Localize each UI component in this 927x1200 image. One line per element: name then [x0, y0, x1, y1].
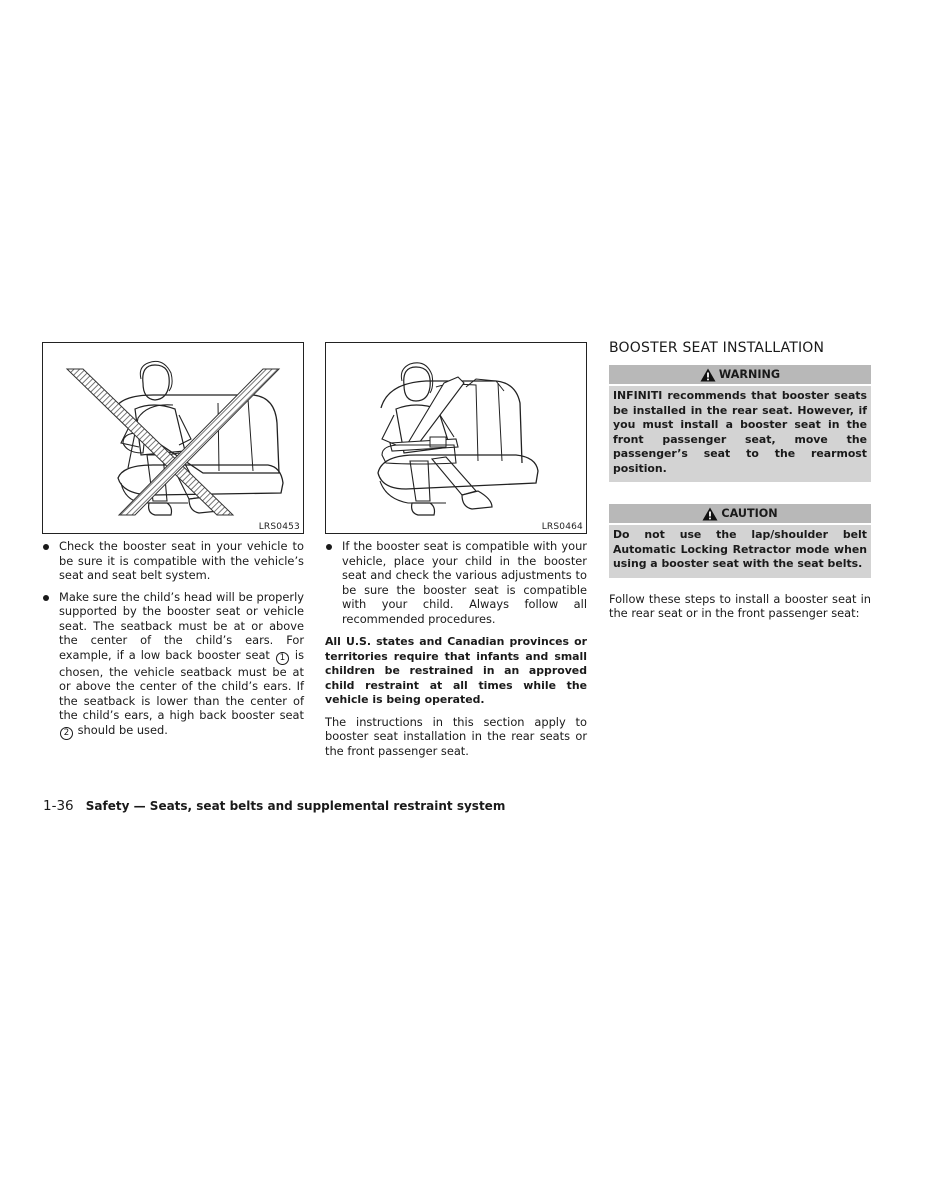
list-item [42, 539, 304, 583]
bold-paragraph: All U.S. states and Canadian provinces or territories require that infants and small children be restrained in an approved child restraint at all times while the vehicle is being operated. [325, 635, 587, 706]
chapter-title: Safety — Seats, seat belts and supplemental restraint system [85, 799, 506, 813]
warning-triangle-icon [702, 507, 718, 521]
bullet-text: Check the booster seat in your vehicle to be sure it is compatible with the vehicle’s seat and seat belt system. [59, 539, 304, 582]
page-footer [43, 798, 505, 814]
warning-text: INFINITI recommends that booster seats be installed in the rear seat. However, if you must install a booster seat in the front passenger seat, move the passenger’s seat to the rearmost position. [609, 386, 871, 482]
list-item [42, 590, 304, 740]
caution-header [609, 504, 871, 523]
figure-booster-incorrect [42, 342, 304, 534]
bullet-text: Make sure the child’s head will be properly supported by the booster seat or vehicle seat. The seatback must be at or above the center of the child’s ears. For example, if a low back booster seat 1 is chosen, the vehicle seatback must be at or above the center of the child’s ears. If the seatback is lower than the center of the child’s ears, a high back booster seat 2 should be used. [59, 589, 305, 738]
paragraph: The instructions in this section apply to booster seat installation in the rear seats or the front passenger seat. [325, 714, 587, 758]
figure-booster-correct [325, 342, 587, 534]
callout-number-2: 2 [60, 727, 73, 740]
caution-box [609, 504, 871, 578]
warning-label: WARNING [718, 368, 781, 381]
list-item [325, 539, 587, 626]
bullet-icon [43, 544, 49, 550]
middle-text [325, 539, 587, 758]
caution-label: CAUTION [721, 507, 778, 520]
right-column [609, 339, 871, 621]
warning-box [609, 365, 871, 482]
page-number: 1-36 [43, 798, 74, 814]
warning-header [609, 365, 871, 384]
warning-triangle-icon [700, 368, 716, 382]
left-text [42, 539, 304, 740]
figure-code: LRS0464 [541, 522, 583, 532]
left-column [42, 342, 304, 747]
illustration-child-booster-belted [326, 343, 586, 533]
bullet-text: If the booster seat is compatible with your vehicle, place your child in the booster seat and check the various adjustments to be sure the booster seat is compatible with your child. Always follow all recommended procedures. [342, 539, 587, 626]
paragraph: Follow these steps to install a booster seat in the rear seat or in the front passenger seat: [609, 591, 871, 620]
caution-text: Do not use the lap/shoulder belt Automatic Locking Retractor mode when using a booster seat with the seat belts. [609, 525, 871, 578]
section-title: BOOSTER SEAT INSTALLATION [609, 340, 825, 356]
figure-code: LRS0453 [258, 522, 300, 532]
callout-number-1: 1 [276, 652, 289, 665]
bullet-icon [43, 595, 49, 601]
illustration-child-booster-crossed [43, 343, 303, 533]
bullet-icon [326, 544, 332, 550]
middle-column [325, 342, 587, 758]
